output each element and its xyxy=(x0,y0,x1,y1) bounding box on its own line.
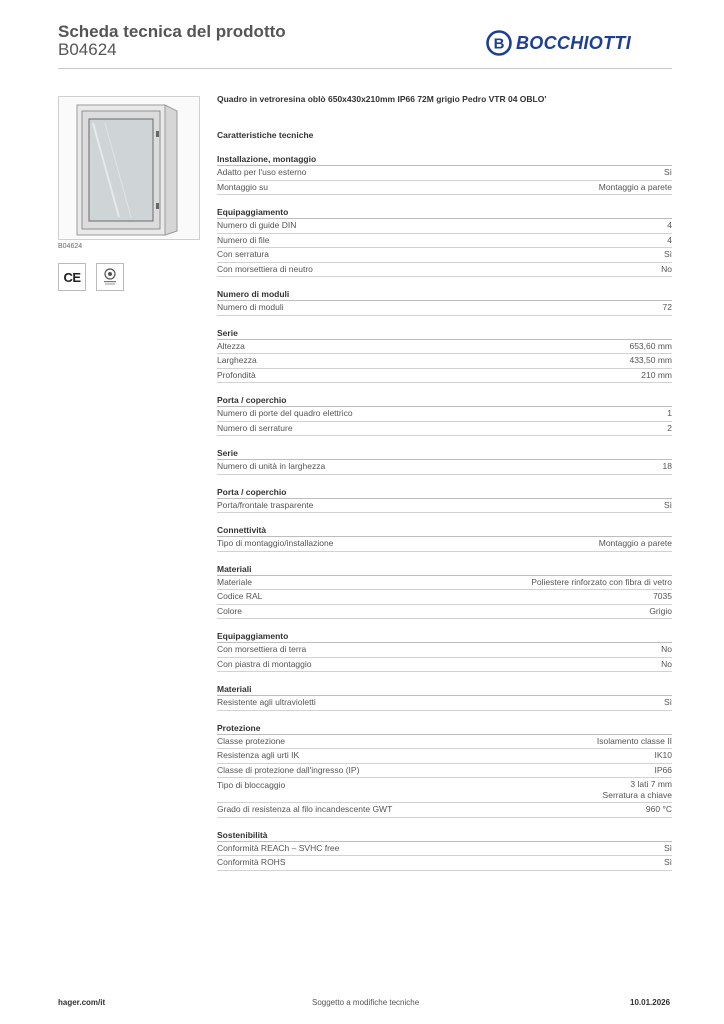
spec-row xyxy=(217,340,672,355)
spec-group xyxy=(217,829,672,871)
spec-value-line: 1 xyxy=(667,408,672,418)
spec-row xyxy=(217,263,672,278)
spec-label: Con morsettiera di terra xyxy=(217,644,307,654)
spec-row xyxy=(217,778,672,803)
spec-group xyxy=(217,486,672,514)
spec-value xyxy=(655,749,673,763)
spec-row xyxy=(217,696,672,711)
spec-value-line: Isolamento classe II xyxy=(596,735,672,746)
product-title: Quadro in vetroresina oblò 650x430x210mm IP66 72M grigio Pedro VTR 04 OBLO' xyxy=(217,94,547,104)
spec-label: Classe di protezione dall'ingresso (IP) xyxy=(217,764,360,775)
spec-value-line: 2 xyxy=(667,422,672,433)
page-title: Scheda tecnica del prodotto xyxy=(58,22,286,41)
brand-name: BOCCHIOTTI xyxy=(516,32,631,53)
spec-value xyxy=(646,803,672,817)
spec-group-title: Materiali xyxy=(217,683,672,696)
spec-label: Numero di file xyxy=(217,234,270,245)
spec-value-line: No xyxy=(661,658,672,669)
spec-value xyxy=(649,605,672,619)
spec-value-line: Sì xyxy=(663,249,672,259)
spec-row xyxy=(217,764,672,779)
spec-row xyxy=(217,576,672,591)
spec-value xyxy=(653,590,672,604)
spec-row xyxy=(217,354,672,369)
spec-value-line: Grigio xyxy=(649,605,672,616)
spec-row xyxy=(217,605,672,620)
spec-label: Numero di serrature xyxy=(217,422,293,433)
spec-label: Colore xyxy=(217,605,243,616)
spec-value-line: Montaggio a parete xyxy=(598,538,672,548)
spec-content xyxy=(217,94,672,871)
spec-value xyxy=(667,422,672,436)
spec-value-line: No xyxy=(661,644,672,654)
spec-group xyxy=(217,327,672,384)
spec-group-title: Porta / coperchio xyxy=(217,394,672,407)
spec-row xyxy=(217,248,672,263)
spec-label: Tipo di bloccaggio xyxy=(217,780,286,790)
header-divider xyxy=(58,68,672,69)
spec-label: Resistenza agli urti IK xyxy=(217,750,300,760)
spec-label: Con morsettiera di neutro xyxy=(217,263,313,274)
spec-label: Grado di resistenza al filo incandescente GWT xyxy=(217,804,393,814)
spec-value-line: 4 xyxy=(667,220,672,230)
spec-value-line: Sì xyxy=(663,167,672,177)
spec-label: Adatto per l'uso esterno xyxy=(217,167,307,177)
spec-value-line: 72 xyxy=(662,302,672,312)
spec-group-title: Serie xyxy=(217,447,672,460)
spec-row xyxy=(217,499,672,514)
spec-value-line: 653,60 mm xyxy=(629,340,672,351)
spec-value-line: 3 lati 7 mm xyxy=(630,779,672,789)
spec-label: Conformità REACh – SVHC free xyxy=(217,842,340,853)
spec-group xyxy=(217,524,672,552)
spec-row xyxy=(217,856,672,871)
spec-value-line: Sì xyxy=(663,697,672,707)
spec-value-line: Montaggio a parete xyxy=(598,181,672,192)
spec-value-line: Sì xyxy=(663,499,672,510)
spec-value xyxy=(664,248,672,262)
spec-value xyxy=(531,576,672,590)
spec-group xyxy=(217,447,672,475)
spec-label: Con piastra di montaggio xyxy=(217,658,312,669)
spec-group-title: Porta / coperchio xyxy=(217,486,672,499)
spec-label: Tipo di montaggio/installazione xyxy=(217,538,334,548)
spec-row xyxy=(217,749,672,764)
spec-label: Conformità ROHS xyxy=(217,857,286,867)
certification-mark-icon xyxy=(99,266,121,288)
spec-label: Numero di guide DIN xyxy=(217,220,297,230)
spec-value xyxy=(603,779,672,801)
spec-label: Numero di moduli xyxy=(217,302,284,312)
spec-value xyxy=(597,735,672,749)
ce-mark-icon: CE xyxy=(63,269,81,285)
spec-value xyxy=(664,499,672,513)
spec-row xyxy=(217,643,672,658)
spec-label: Numero di porte del quadro elettrico xyxy=(217,408,353,418)
spec-row xyxy=(217,369,672,384)
spec-group xyxy=(217,153,672,195)
footer-date: 10.01.2026 xyxy=(630,998,671,1007)
spec-value xyxy=(664,166,672,180)
spec-value-line: Poliestere rinforzato con fibra di vetro xyxy=(531,576,672,587)
spec-label: Numero di unità in larghezza xyxy=(217,461,326,471)
spec-value-line: 960 °C xyxy=(645,804,672,814)
spec-value xyxy=(661,643,672,657)
spec-value xyxy=(667,407,672,421)
spec-group-title: Installazione, montaggio xyxy=(217,153,672,166)
spec-value xyxy=(664,696,672,710)
spec-row xyxy=(217,803,672,818)
spec-row xyxy=(217,407,672,422)
spec-value-line: Sì xyxy=(663,857,672,867)
spec-group-title: Equipaggiamento xyxy=(217,206,672,219)
spec-label: Materiale xyxy=(217,576,252,587)
brand-logo xyxy=(486,28,631,58)
spec-value xyxy=(629,354,672,368)
spec-row xyxy=(217,590,672,605)
image-caption: B04624 xyxy=(58,243,83,250)
spec-value xyxy=(663,460,672,474)
spec-value xyxy=(667,234,672,248)
spec-group-title: Numero di moduli xyxy=(217,288,672,301)
spec-row xyxy=(217,181,672,196)
spec-value xyxy=(641,369,672,383)
spec-group xyxy=(217,722,672,818)
spec-label: Porta/frontale trasparente xyxy=(217,499,314,510)
spec-value-line: No xyxy=(661,263,672,274)
spec-label: Montaggio su xyxy=(217,181,269,192)
spec-group xyxy=(217,394,672,436)
certification-mark xyxy=(96,263,124,291)
spec-group-title: Protezione xyxy=(217,722,672,735)
spec-value xyxy=(661,658,672,672)
spec-value-line: IP66 xyxy=(654,764,672,775)
spec-group-title: Serie xyxy=(217,327,672,340)
technical-features-heading: Caratteristiche tecniche xyxy=(217,130,314,140)
product-image xyxy=(58,96,200,240)
spec-row xyxy=(217,422,672,437)
spec-group xyxy=(217,630,672,672)
spec-value xyxy=(655,764,673,778)
spec-row xyxy=(217,842,672,857)
bocchiotti-logo-icon xyxy=(486,30,512,56)
footer-website: hager.com/it xyxy=(58,998,106,1007)
spec-value-line: 210 mm xyxy=(641,369,672,380)
spec-label: Classe protezione xyxy=(217,735,286,746)
ce-mark xyxy=(58,263,86,291)
spec-value-line: 4 xyxy=(667,234,672,245)
spec-group-title: Connettività xyxy=(217,524,672,537)
spec-row xyxy=(217,537,672,552)
spec-groups xyxy=(217,153,672,871)
spec-group xyxy=(217,206,672,277)
spec-value-line: Serratura a chiave xyxy=(602,790,672,800)
spec-group xyxy=(217,563,672,620)
spec-label: Con serratura xyxy=(217,249,269,259)
spec-group-title: Materiali xyxy=(217,563,672,576)
spec-row xyxy=(217,460,672,475)
spec-group xyxy=(217,683,672,711)
spec-value xyxy=(599,181,672,195)
spec-value xyxy=(664,856,672,870)
spec-label: Resistente agli ultravioletti xyxy=(217,697,316,707)
spec-value-line: 433,50 mm xyxy=(629,355,672,365)
product-code: B04624 xyxy=(58,40,117,59)
spec-label: Codice RAL xyxy=(217,591,263,601)
spec-group-title: Sostenibilità xyxy=(217,829,672,842)
spec-value-line: Sì xyxy=(663,842,672,853)
spec-value xyxy=(629,340,672,354)
spec-value xyxy=(599,537,672,551)
footer-disclaimer: Soggetto a modifiche tecniche xyxy=(312,998,420,1007)
spec-row xyxy=(217,234,672,249)
spec-row xyxy=(217,735,672,750)
spec-group-title: Equipaggiamento xyxy=(217,630,672,643)
svg-text:B: B xyxy=(493,35,505,53)
spec-value xyxy=(661,263,672,277)
spec-row xyxy=(217,219,672,234)
spec-label: Larghezza xyxy=(217,355,257,365)
spec-label: Altezza xyxy=(217,340,245,351)
spec-value xyxy=(664,842,672,856)
spec-label: Profondità xyxy=(217,369,256,380)
spec-value xyxy=(663,301,672,315)
spec-row xyxy=(217,166,672,181)
spec-value-line: IK10 xyxy=(654,750,672,760)
spec-row xyxy=(217,658,672,673)
spec-value-line: 7035 xyxy=(653,591,672,601)
spec-row xyxy=(217,301,672,316)
spec-group xyxy=(217,288,672,316)
spec-value xyxy=(667,219,672,233)
spec-value-line: 18 xyxy=(662,461,672,471)
